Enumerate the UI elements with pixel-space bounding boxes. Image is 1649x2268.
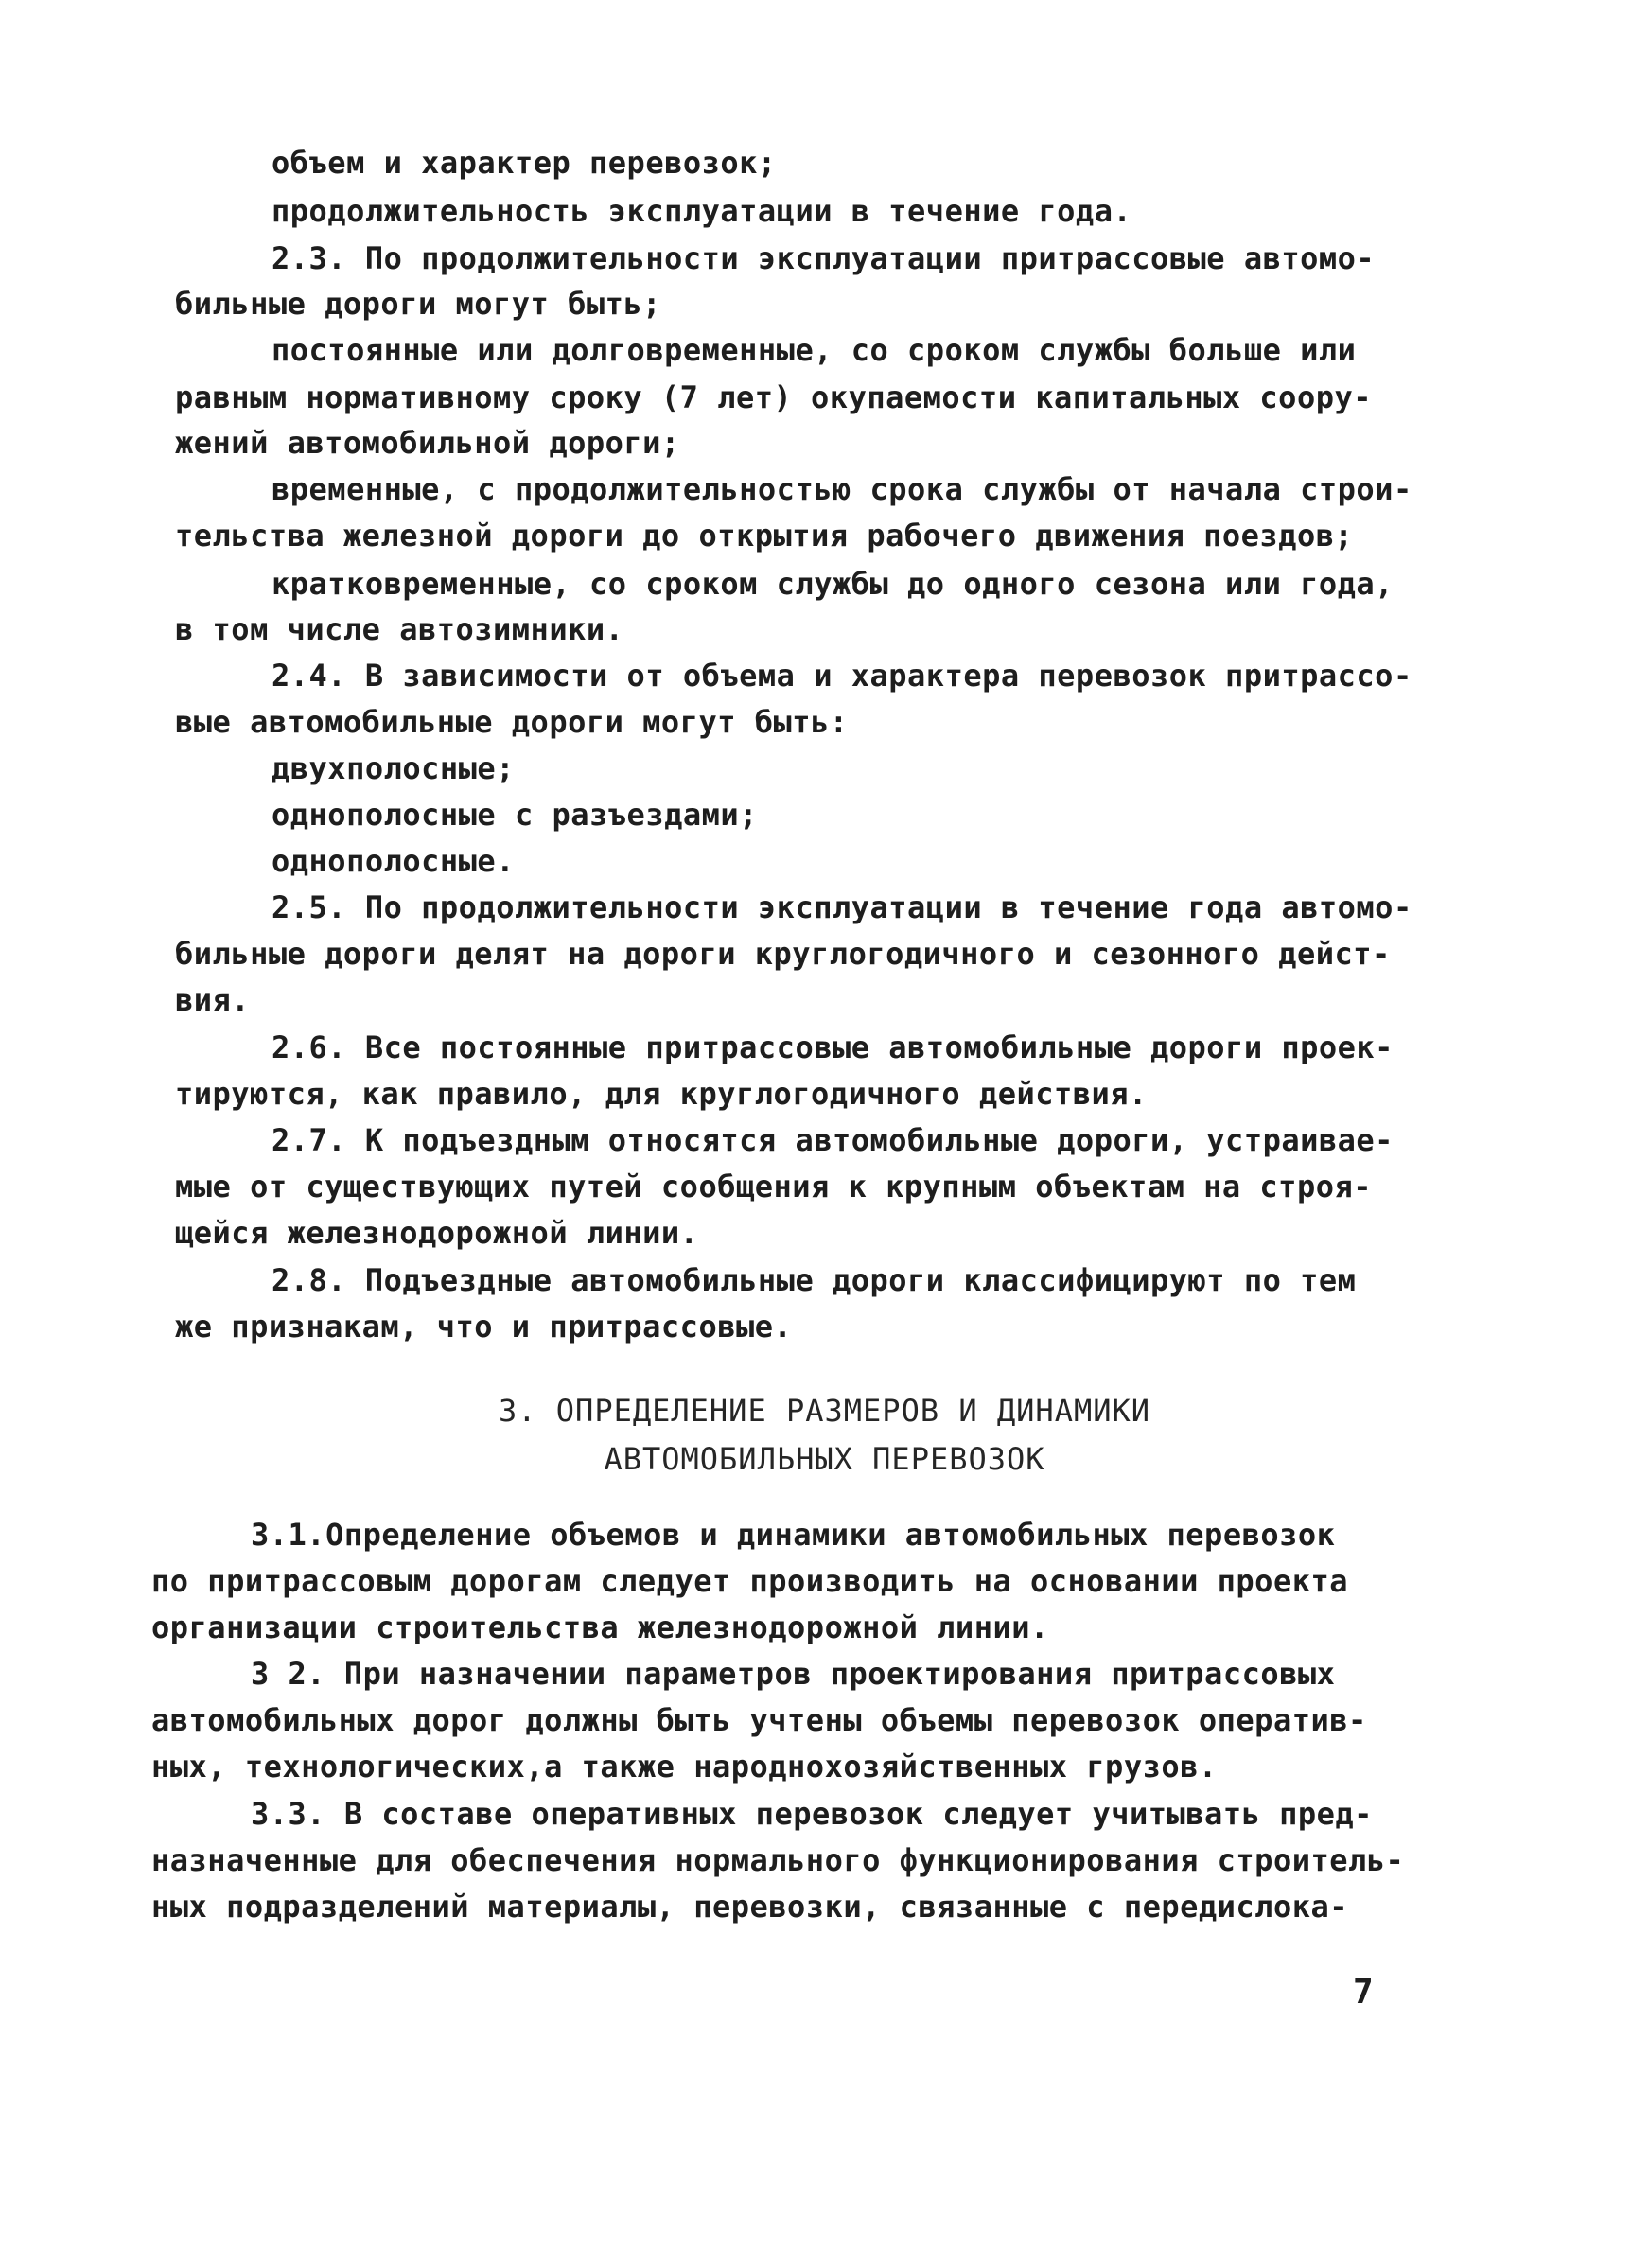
text-line: в том числе автозимники. <box>175 611 624 647</box>
text-line: вые автомобильные дороги могут быть: <box>175 704 849 740</box>
text-line: постоянные или долговременные, со сроком службы больше или <box>272 332 1357 368</box>
text-line: 3 2. При назначении параметров проектирования притрассовых <box>251 1656 1336 1692</box>
text-line: бильные дороги могут быть; <box>175 286 661 322</box>
page-number: 7 <box>1353 1973 1374 2012</box>
text-line: назначенные для обеспечения нормального функционирования строитель- <box>151 1842 1405 1878</box>
text-line: однополосные с разъездами; <box>272 797 758 833</box>
text-line: организации строительства железнодорожной линии. <box>151 1609 1049 1645</box>
text-line: 2.4. В зависимости от объема и характера перевозок притрассо- <box>272 658 1412 694</box>
text-line: временные, с продолжительностью срока службы от начала строи- <box>272 471 1412 507</box>
text-line: вия. <box>175 982 251 1018</box>
text-line: автомобильных дорог должны быть учтены объемы перевозок оператив- <box>151 1702 1367 1738</box>
text-line: двухполосные; <box>272 750 515 786</box>
text-line: мые от существующих путей сообщения к крупным объектам на строя- <box>175 1169 1372 1204</box>
text-line: продолжительность эксплуатации в течение года. <box>272 193 1132 229</box>
text-line: 2.7. К подъездным относятся автомобильные дороги, устраивае- <box>272 1122 1394 1158</box>
text-line: 3.1.Определение объемов и динамики автомобильных перевозок <box>251 1517 1336 1553</box>
text-line: 2.6. Все постоянные притрассовые автомобильные дороги проек- <box>272 1029 1394 1065</box>
text-line: кратковременные, со сроком службы до одного сезона или года, <box>272 566 1394 602</box>
text-line: объем и характер перевозок; <box>272 145 777 181</box>
text-line: щейся железнодорожной линии. <box>175 1215 699 1251</box>
text-line: ных, технологических,а также народнохозяйственных грузов. <box>151 1749 1218 1785</box>
text-line: 2.5. По продолжительности эксплуатации в течение года автомо- <box>272 889 1412 925</box>
text-line: жений автомобильной дороги; <box>175 425 680 461</box>
text-line: равным нормативному сроку (7 лет) окупаемости капитальных соору- <box>175 379 1372 415</box>
text-line: ных подразделений материалы, перевозки, связанные с передислока- <box>151 1889 1348 1925</box>
text-line: же признакам, что и притрассовые. <box>175 1309 793 1345</box>
text-line: 2.8. Подъездные автомобильные дороги классифицируют по тем <box>272 1262 1357 1298</box>
section-heading: 3. ОПРЕДЕЛЕНИЕ РАЗМЕРОВ И ДИНАМИКИ <box>498 1393 1151 1429</box>
text-line: тируются, как правило, для круглогодичного действия. <box>175 1076 1148 1112</box>
text-line: 2.3. По продолжительности эксплуатации притрассовые автомо- <box>272 240 1376 276</box>
text-line: 3.3. В составе оперативных перевозок следует учитывать пред- <box>251 1796 1373 1832</box>
text-line: по притрассовым дорогам следует производить на основании проекта <box>151 1563 1348 1599</box>
text-line: бильные дороги делят на дороги круглогодичного и сезонного дейст- <box>175 936 1391 972</box>
section-heading-continuation: АВТОМОБИЛЬНЫХ ПЕРЕВОЗОК <box>604 1441 1045 1477</box>
text-line: тельства железной дороги до открытия рабочего движения поездов; <box>175 518 1354 554</box>
text-line: однополосные. <box>272 843 515 879</box>
